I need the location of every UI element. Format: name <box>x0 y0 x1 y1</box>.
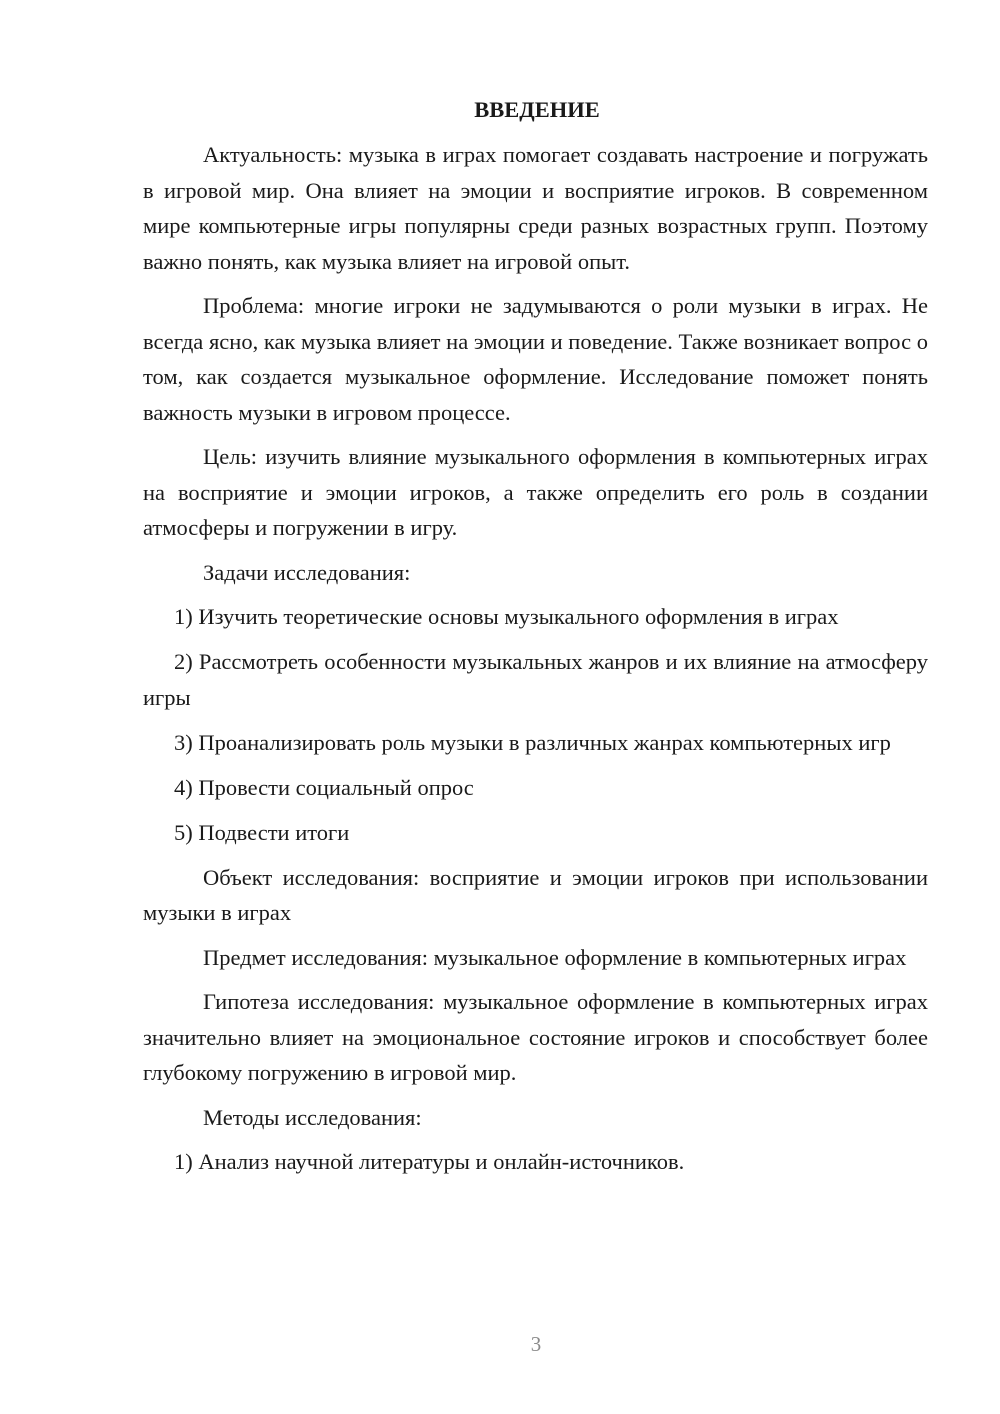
task-item: 5) Подвести итоги <box>174 819 350 845</box>
subject-paragraph: Предмет исследования: музыкальное оформление в компьютерных играх <box>203 944 907 970</box>
page-number: 3 <box>530 1332 542 1356</box>
relevance-paragraph: Актуальность: музыка в играх помогает создавать настроение и погружать в игровой мир. Она влияет на эмоции и восприятие игроков. В современном мире компьютерные игры популярны среди разных возрастных групп. Поэтому важно понять, как музыка влияет на игровой опыт. <box>143 142 928 274</box>
methods-heading: Методы исследования: <box>203 1104 422 1130</box>
task-item: 2) Рассмотреть особенности музыкальных жанров и их влияние на атмосферу игры <box>143 649 928 710</box>
section-title: ВВЕДЕНИЕ <box>474 97 600 122</box>
method-item: 1) Анализ научной литературы и онлайн-источников. <box>174 1149 685 1174</box>
task-item: 3) Проанализировать роль музыки в различных жанрах компьютерных игр <box>174 729 891 755</box>
goal-paragraph: Цель: изучить влияние музыкального оформления в компьютерных играх на восприятие и эмоции игроков, а также определить его роль в создании атмосферы и погружении в игру. <box>143 444 928 540</box>
object-paragraph: Объект исследования: восприятие и эмоции игроков при использовании музыки в играх <box>143 864 928 925</box>
document-page <box>143 92 928 1189</box>
task-item: 4) Провести социальный опрос <box>174 774 474 800</box>
problem-paragraph: Проблема: многие игроки не задумываются о роли музыки в играх. Не всегда ясно, как музыка влияет на эмоции и поведение. Также возникает вопрос о том, как создается музыкальное оформление. Исследование поможет понять важность музыки в игровом процессе. <box>143 293 928 425</box>
task-item: 1) Изучить теоретические основы музыкального оформления в играх <box>174 604 839 629</box>
hypothesis-paragraph: Гипотеза исследования: музыкальное оформление в компьютерных играх значительно влияет на эмоциональное состояние игроков и способствует более глубокому погружению в игровой мир. <box>143 989 928 1085</box>
tasks-heading: Задачи исследования: <box>203 559 411 585</box>
